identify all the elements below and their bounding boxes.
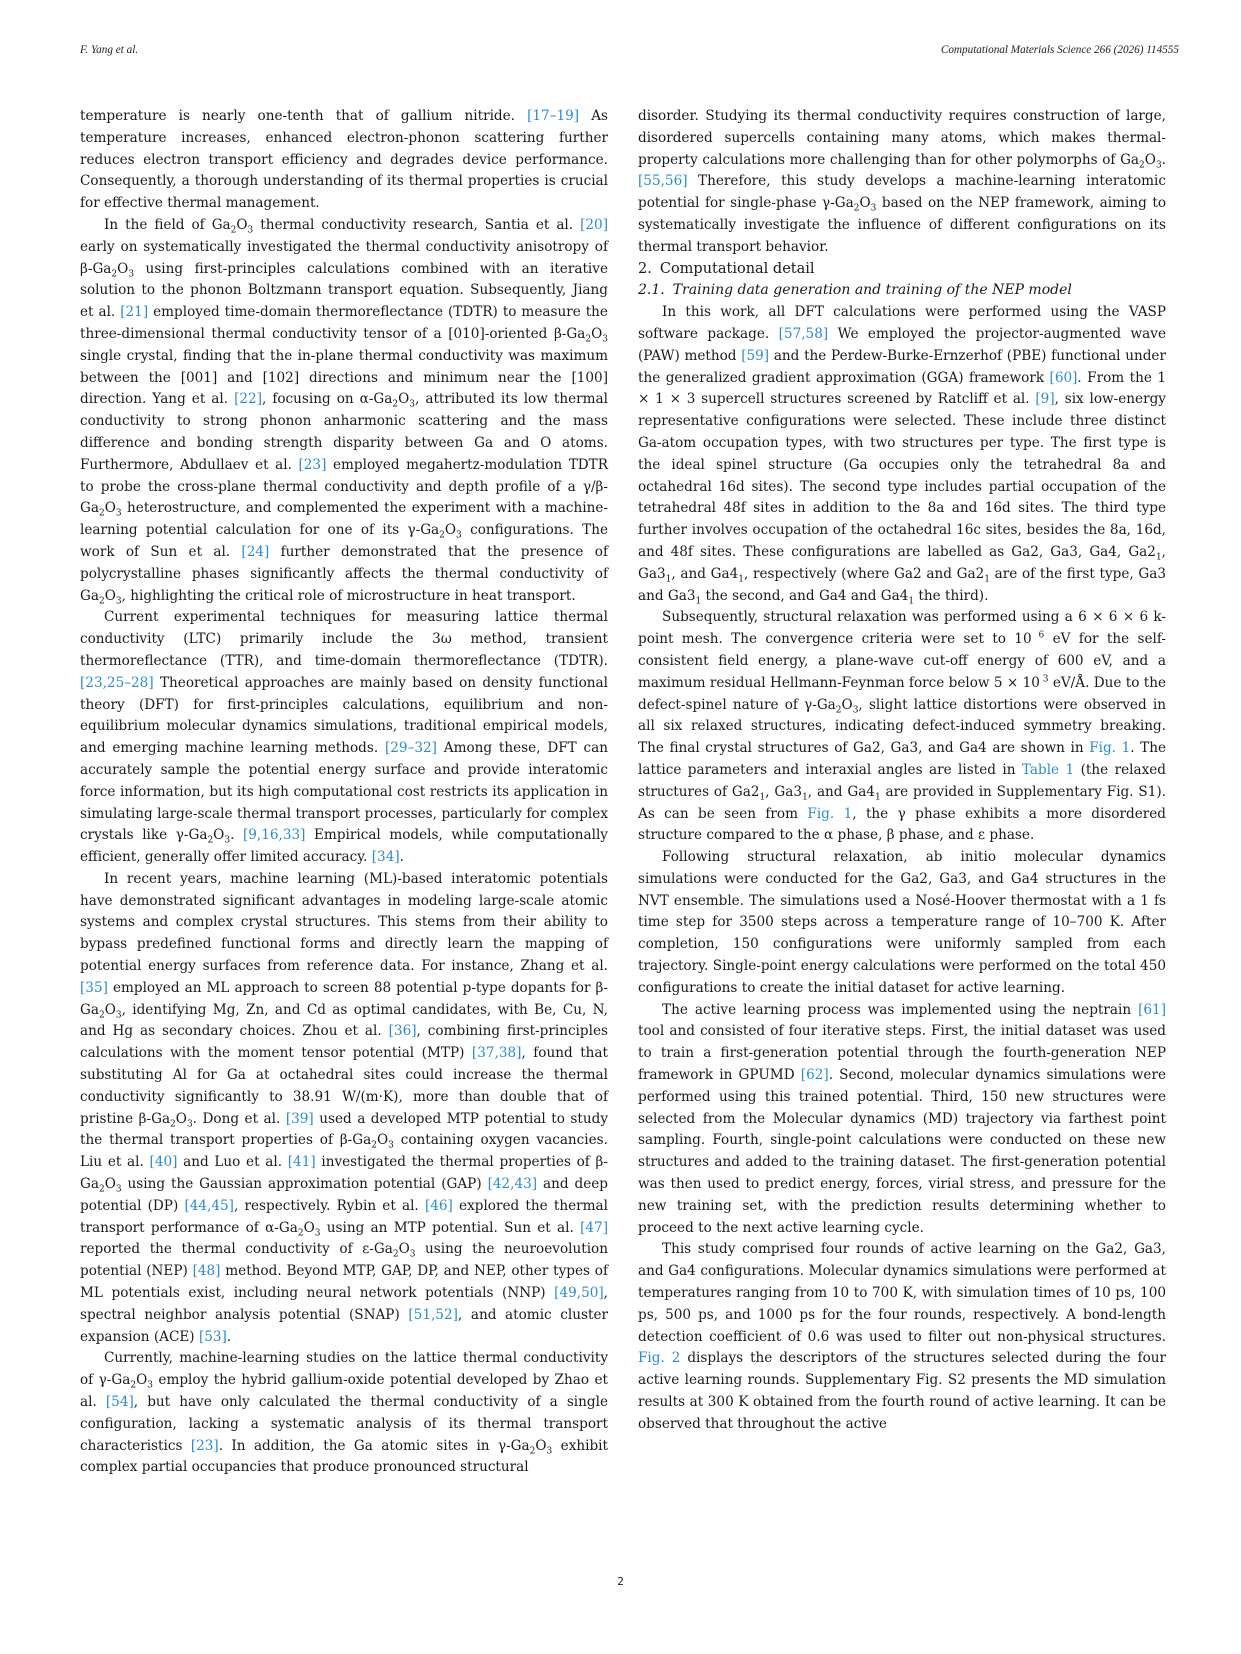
text-run: temperature is nearly one-tenth that of gallium nitride. [80, 108, 528, 124]
text-run: eV/Å. Due to the defect-spinel nature of γ-Ga [638, 674, 1166, 713]
text-run: O [175, 1110, 187, 1127]
citation-link[interactable]: [24] [241, 543, 270, 560]
right-column [638, 106, 1166, 1436]
left-column [80, 106, 608, 1479]
citation-link[interactable]: [62] [800, 1067, 829, 1084]
paragraph [638, 607, 1166, 847]
text-run: containing oxygen vacancies. Liu et al. [80, 1132, 608, 1171]
text-run: In recent years, machine learning (ML)-based interatomic potentials have demonstrated significant advantages in modeling large-scale atomic systems and complex crystal structures. This stems from their ability to bypass predefined functional forms and directly learn the mapping of potential energy surfaces from reference data. For instance, Zhang et al. [80, 870, 608, 975]
subsection-heading [638, 280, 1166, 302]
citation-link[interactable]: [23] [190, 1437, 219, 1454]
citation-link[interactable]: [39] [285, 1110, 314, 1127]
text-run: O [1144, 151, 1156, 168]
subscript: 2 [98, 509, 105, 520]
subscript: 1 [802, 792, 808, 803]
paragraph [638, 847, 1166, 1000]
subscript: 3 [388, 1141, 394, 1152]
text-run: O [213, 827, 225, 844]
text-run: , respectively. Rybin et al. [233, 1197, 425, 1214]
paragraph [638, 302, 1166, 607]
citation-link[interactable]: Fig. 1 [807, 805, 853, 822]
text-run: Subsequently, structural relaxation was performed using a 6 × 6 × 6 k-point mesh. The convergence criteria were set to 10 [638, 609, 1166, 648]
text-run: displays the descriptors of the structures selected during the four active learning rounds. Supplementary Fig. S2 presents the MD simulation results at 300 K obtained from the fourth round of active learning. It can be observed that throughout the active [638, 1350, 1167, 1432]
text-run: using the Gaussian approximation potential (GAP) [121, 1176, 488, 1193]
text-run: single crystal, finding that the in-plane thermal conductivity was maximum between the [001] and [102] directions and minimum near the [100] direction. Yang et al. [80, 347, 608, 408]
text-run: and deep potential (DP) [80, 1176, 609, 1214]
text-run: , and Ga4 [671, 565, 739, 582]
subsection-title: Training data generation and training of the NEP model [672, 282, 1072, 299]
subscript: 3 [115, 1010, 122, 1021]
subscript: 2 [439, 530, 445, 541]
text-run: , attributed its low thermal conductivity to strong phonon anharmonic scattering and the mass difference and bonding strength disparity between Ga and O atoms. Furthermore, Abdullaev et al. [80, 391, 608, 473]
subscript: 3 [115, 509, 122, 520]
subsection-number: 2.1. [638, 282, 665, 299]
text-run: Following structural relaxation, ab initio molecular dynamics simulations were conducted for the Ga2, Ga3, and Ga4 structures in the NVT ensemble. The simulations used a Nosé-Hoover thermostat with a 1 fs time step for 3500 steps across a temperature range of 10–700 K. After completion, 150 configurations were uniformly sampled from each trajectory. Single-point energy calculations were performed on the total 450 configurations to create the initial dataset for active learning. [638, 849, 1166, 996]
text-run: O [104, 500, 116, 517]
text-run: and the Perdew-Burke-Ernzerhof (PBE) functional under the generalized gradient approximation (GGA) framework [638, 347, 1166, 386]
text-run: , six low-energy representative configurations were selected. These include three distinct Ga-atom occupation types, with two structures per type. The first type is the ideal spinel structure (Ga occupies only the tetrahedral 8a and octahedral 16d sites). The second type includes partial occupation of the tetrahedral 48f sites in addition to the 8a and 16d sites. The third type further involves occupation of the octahedral 16c sites, besides the 8a, 16d, and 48f sites. These configurations are labelled as Ga2, Ga3, Ga4, Ga2 [638, 391, 1166, 560]
citation-link[interactable]: [59] [741, 347, 770, 364]
citation-link[interactable]: Fig. 2 [638, 1350, 681, 1367]
citation-link[interactable]: [60] [1049, 369, 1078, 386]
text-run: O [303, 1219, 315, 1236]
text-run: , Ga3 [638, 543, 1166, 582]
text-run: In the field of Ga [104, 216, 231, 233]
superscript: 3 [1039, 674, 1049, 685]
text-run: used a developed MTP potential to study the thermal transport properties of β-Ga [80, 1110, 608, 1149]
text-run: , highlighting the critical role of microstructure in heat transport. [121, 587, 576, 604]
text-run: O [104, 1001, 116, 1018]
citation-link[interactable]: [54] [105, 1394, 134, 1411]
text-run: O [444, 522, 457, 539]
right-paragraphs [638, 302, 1166, 1435]
subscript: 3 [1155, 160, 1162, 171]
text-run: O [136, 1372, 148, 1389]
citation-link[interactable]: [55,56] [638, 173, 688, 190]
subscript: 2 [230, 225, 237, 236]
subscript: 1 [1155, 552, 1162, 563]
text-run: , the γ phase exhibits a more disordered structure compared to the α phase, β phase, and ε phase. [638, 805, 1166, 844]
subscript: 2 [111, 269, 118, 280]
subscript: 2 [98, 1184, 105, 1195]
subscript: 3 [147, 1380, 153, 1391]
text-run: O [104, 587, 116, 604]
left-paragraphs [80, 106, 608, 1479]
citation-link[interactable]: [35] [80, 979, 108, 996]
text-run: (the relaxed structures of Ga2 [638, 761, 1166, 800]
subscript: 2 [130, 1380, 137, 1391]
text-run: . The lattice parameters and interaxial angles are listed in [638, 740, 1167, 778]
text-run: the second, and Ga4 and Ga4 [701, 587, 909, 604]
subscript: 3 [602, 334, 608, 345]
text-run: exhibit complex partial occupancies that produce pronounced structural [80, 1437, 608, 1476]
text-run: , and Ga4 [807, 783, 875, 800]
text-run: using first-principles calculations combined with an iterative solution to the phonon Boltzmann transport equation. Subsequently, Jiang et al. [80, 260, 608, 321]
text-run: employed time-domain thermoreflectance (TDTR) to measure the three-dimensional thermal conductivity tensor of a [010]-oriented β-Ga [80, 304, 608, 342]
subscript: 2 [853, 203, 860, 214]
text-run: and Luo et al. [177, 1154, 288, 1171]
subscript: 3 [546, 1446, 553, 1457]
text-run: method. Beyond MTP, GAP, DP, and NEP, other types of ML potentials exist, including neural network potentials (NNP) [80, 1263, 608, 1302]
text-run: , found that substituting Al for Ga at octahedral sites could increase the thermal conductivity significantly to 38.91 W/(m·K), more than double that of pristine β-Ga [80, 1045, 608, 1127]
text-run: O [841, 696, 853, 713]
text-run: O [591, 325, 603, 342]
text-run: employed megahertz-modulation TDTR to probe the cross-plane thermal conductivity and depth profile of a γ/β-Ga [80, 456, 608, 517]
subscript: 2 [1139, 160, 1145, 171]
page-number: 2 [617, 1575, 624, 1588]
citation-link[interactable]: [61] [1138, 1001, 1166, 1018]
text-run: O [104, 1176, 116, 1193]
text-run: based on the NEP framework, aiming to systematically investigate the influence of different configurations on its thermal transport behavior. [638, 195, 1166, 255]
citation-link[interactable]: [21] [120, 304, 149, 321]
subscript: 2 [297, 1228, 304, 1239]
text-run: , respectively (where Ga2 and Ga2 [743, 565, 985, 582]
citation-link[interactable]: [44,45] [184, 1197, 234, 1214]
text-run: , and atomic cluster expansion (ACE) [80, 1306, 608, 1345]
text-run: thermal conductivity research, Santia et al. [253, 216, 581, 233]
citation-link[interactable]: [23] [298, 456, 327, 473]
subscript: 1 [874, 792, 881, 803]
text-run: heterostructure, and complemented the experiment with a machine-learning potential calculation for one of its γ-Ga [80, 500, 608, 539]
text-run: This study comprised four rounds of active learning on the Ga2, Ga3, and Ga4 configurations. Molecular dynamics simulations were performed at temperatures ranging from 10 to 700 K, with simulation times of 10 ps, 100 ps, 500 ps, and 1000 ps for the four rounds, respectively. A bond-length detection coefficient of 0.6 was used to filter out non-physical structures. [638, 1241, 1166, 1345]
subscript: 3 [852, 705, 859, 716]
subscript: 2 [98, 596, 105, 607]
text-run: using an MTP potential. Sun et al. [320, 1219, 581, 1236]
text-run: . From the 1 × 1 × 3 supercell structures screened by Ratcliff et al. [638, 369, 1166, 408]
text-run: . Dong et al. [192, 1110, 286, 1127]
citation-link[interactable]: [37,38] [471, 1045, 522, 1062]
subscript: 2 [207, 836, 214, 847]
text-run: O [398, 1241, 410, 1258]
paragraph [80, 106, 608, 215]
running-head-authors: F. Yang et al. [80, 44, 139, 56]
text-run: , identifying Mg, Zn, and Cd as optimal candidates, with Be, Cu, N, and Hg as secondary choices. Zhou et al. [80, 1001, 608, 1040]
citation-link[interactable]: [48] [192, 1263, 221, 1280]
citation-link[interactable]: [53] [198, 1328, 227, 1345]
subscript: 1 [908, 596, 915, 607]
text-run: O [117, 260, 129, 277]
text-run: , focusing on α-Ga [262, 391, 393, 408]
subscript: 1 [695, 596, 702, 607]
superscript: 6 [1031, 630, 1045, 641]
text-run: employ the hybrid gallium-oxide potential developed by Zhao et al. [80, 1372, 608, 1411]
subscript: 3 [456, 530, 462, 541]
text-run: Current experimental techniques for measuring lattice thermal conductivity (LTC) primarily include the 3ω method, transient thermoreflectance (TTR), and time-domain thermoreflectance (TDTR). [80, 609, 608, 669]
subscript: 2 [98, 1010, 105, 1021]
text-run: Theoretical approaches are mainly based on density functional theory (DFT) for first-principles calculations, equilibrium and non-equilibrium molecular dynamics simulations, traditional empirical models, and emerging machine learning methods. [80, 674, 608, 757]
subscript: 3 [224, 836, 231, 847]
subscript: 3 [128, 269, 135, 280]
citation-link[interactable]: [23,25–28] [80, 674, 154, 691]
citation-link[interactable]: [49,50] [554, 1285, 604, 1302]
citation-link[interactable]: [29–32] [384, 740, 437, 757]
paragraph [80, 869, 608, 1349]
text-run: . Second, molecular dynamics simulations were performed using this trained potential. Third, 150 new structures were selected from the Molecular dynamics (MD) trajectory via farthest point sampling. Fourth, single-point calculations were conducted on these new structures and added to the training dataset. The first-generation potential was then used to predict energy, forces, virial stress, and pressure for the new training set, with the prediction results determining whether to proceed to the next active learning cycle. [638, 1067, 1166, 1236]
citation-link[interactable]: [46] [424, 1197, 453, 1214]
text-run: explored the thermal transport performance of α-Ga [80, 1197, 608, 1236]
text-run: further demonstrated that the presence of polycrystalline phases significantly affects the thermal conductivity of Ga [80, 543, 608, 604]
text-run: disorder. Studying its thermal conductivity requires construction of large, disordered supercells containing many atoms, which makes thermal-property calculations more challenging than for other polymorphs of Ga [638, 108, 1166, 168]
text-run: , slight lattice distortions were observed in all six relaxed structures, indicating defect-induced symmetry breaking. The final crystal structures of Ga2, Ga3, and Ga4 are shown in [638, 696, 1166, 757]
text-run: As temperature increases, enhanced electron-phonon scattering further reduces electron transport efficiency and degrades device performance. Consequently, a thorough understanding of its thermal properties is crucial for effective thermal management. [80, 108, 608, 212]
text-run: configurations. The work of Sun et al. [80, 522, 608, 560]
subscript: 1 [984, 574, 990, 585]
subscript: 2 [392, 400, 399, 411]
text-run: the third). [914, 587, 989, 604]
citation-link[interactable]: [42,43] [487, 1176, 538, 1193]
paragraph [80, 215, 608, 607]
subscript: 3 [115, 596, 122, 607]
subscript: 1 [738, 574, 744, 585]
text-run: Among these, DFT can accurately sample the potential energy surface and provide interatomic force information, but its high computational cost restricts its application in simulating large-scale thermal transport processes, particularly for complex crystals like γ-Ga [80, 740, 608, 844]
citation-link[interactable]: [9] [1035, 391, 1055, 408]
subscript: 3 [409, 1250, 416, 1261]
paragraph [638, 1000, 1166, 1240]
text-run: , Ga3 [765, 783, 803, 800]
text-run: , spectral neighbor analysis potential (SNAP) [80, 1285, 608, 1323]
subscript: 3 [186, 1119, 193, 1130]
subscript: 2 [170, 1119, 176, 1130]
subscript: 3 [247, 225, 254, 236]
subscript: 1 [665, 574, 672, 585]
text-run: Currently, machine-learning studies on the lattice thermal conductivity of γ-Ga [80, 1350, 608, 1389]
text-run: , but have only calculated the thermal conductivity of a single configuration, lacking a systematic analysis of its thermal transport characteristics [80, 1394, 608, 1454]
section-heading [638, 259, 1166, 281]
subscript: 2 [585, 334, 592, 345]
citation-link[interactable]: [47] [580, 1219, 608, 1236]
text-run: reported the thermal conductivity of ε-Ga [80, 1241, 393, 1258]
right-intro-paragraph [638, 106, 1166, 259]
citation-link[interactable]: [9,16,33] [242, 827, 306, 844]
subscript: 2 [835, 705, 842, 716]
text-run: Therefore, this study develops a machine-learning interatomic potential for single-phase γ-Ga [638, 173, 1166, 212]
subscript: 3 [409, 400, 416, 411]
citation-link[interactable]: [41] [287, 1154, 316, 1171]
text-run: , combining first-principles calculations with the moment tensor potential (MTP) [80, 1023, 608, 1062]
citation-link[interactable]: [34] [371, 849, 400, 866]
text-run: Empirical models, while computationally efficient, generally offer limited accuracy. [80, 827, 608, 866]
subscript: 2 [529, 1446, 536, 1457]
citation-link[interactable]: [51,52] [408, 1306, 458, 1323]
citation-link[interactable]: Fig. 1 [1089, 740, 1131, 757]
subscript: 3 [115, 1184, 122, 1195]
text-run: are of the first type, Ga3 and Ga3 [638, 565, 1167, 604]
subscript: 3 [870, 203, 877, 214]
text-run: O [535, 1437, 547, 1454]
running-head-journal: Computational Materials Science 266 (2026) 114555 [940, 44, 1179, 56]
text-run: O [236, 216, 248, 233]
section-title: Computational detail [659, 260, 815, 277]
text-run: The active learning process was implemented using the neptrain [662, 1001, 1139, 1018]
text-run: . [399, 849, 404, 866]
text-run: . [226, 1328, 232, 1345]
text-run: investigated the thermal properties of β-Ga [80, 1154, 608, 1193]
paragraph [638, 106, 1166, 259]
citation-link[interactable]: Table 1 [1021, 761, 1075, 778]
section-number: 2. [638, 260, 652, 277]
subscript: 1 [759, 792, 766, 803]
subscript: 2 [392, 1250, 399, 1261]
citation-link[interactable]: [36] [388, 1023, 417, 1040]
text-run: using the neuroevolution potential (NEP) [80, 1241, 608, 1280]
text-run: . [230, 827, 243, 844]
citation-link[interactable]: [40] [149, 1154, 178, 1171]
text-run: early on systematically investigated the thermal conductivity anisotropy of β-Ga [80, 238, 608, 277]
text-run: eV for the self-consistent field energy, a plane-wave cut-off energy of 600 eV, and a maximum residual Hellmann-Feynman force below 5 × 10 [638, 631, 1166, 691]
text-run: O [376, 1132, 389, 1149]
subscript: 2 [371, 1141, 377, 1152]
text-run: tool and consisted of four iterative steps. First, the initial dataset was used to train a first-generation potential through the fourth-generation NEP framework in GPUMD [638, 1023, 1166, 1084]
text-run: O [859, 195, 871, 212]
paragraph [80, 607, 608, 869]
text-run: are provided in Supplementary Fig. S1). As can be seen from [638, 783, 1167, 822]
citation-link[interactable]: [17–19] [527, 108, 580, 124]
citation-link[interactable]: [22] [234, 391, 262, 408]
text-run: We employed the projector-augmented wave (PAW) method [638, 325, 1166, 364]
citation-link[interactable]: [57,58] [778, 325, 829, 342]
paragraph [638, 1239, 1166, 1435]
subscript: 3 [314, 1228, 321, 1239]
text-run: In this work, all DFT calculations were performed using the VASP software package. [638, 304, 1166, 342]
text-run: . [1161, 151, 1166, 168]
paragraph [80, 1348, 608, 1479]
text-run: employed an ML approach to screen 88 potential p-type dopants for β-Ga [80, 979, 608, 1018]
citation-link[interactable]: [20] [580, 216, 608, 233]
text-run: . In addition, the Ga atomic sites in γ-Ga [218, 1437, 530, 1454]
text-run: O [398, 391, 410, 408]
